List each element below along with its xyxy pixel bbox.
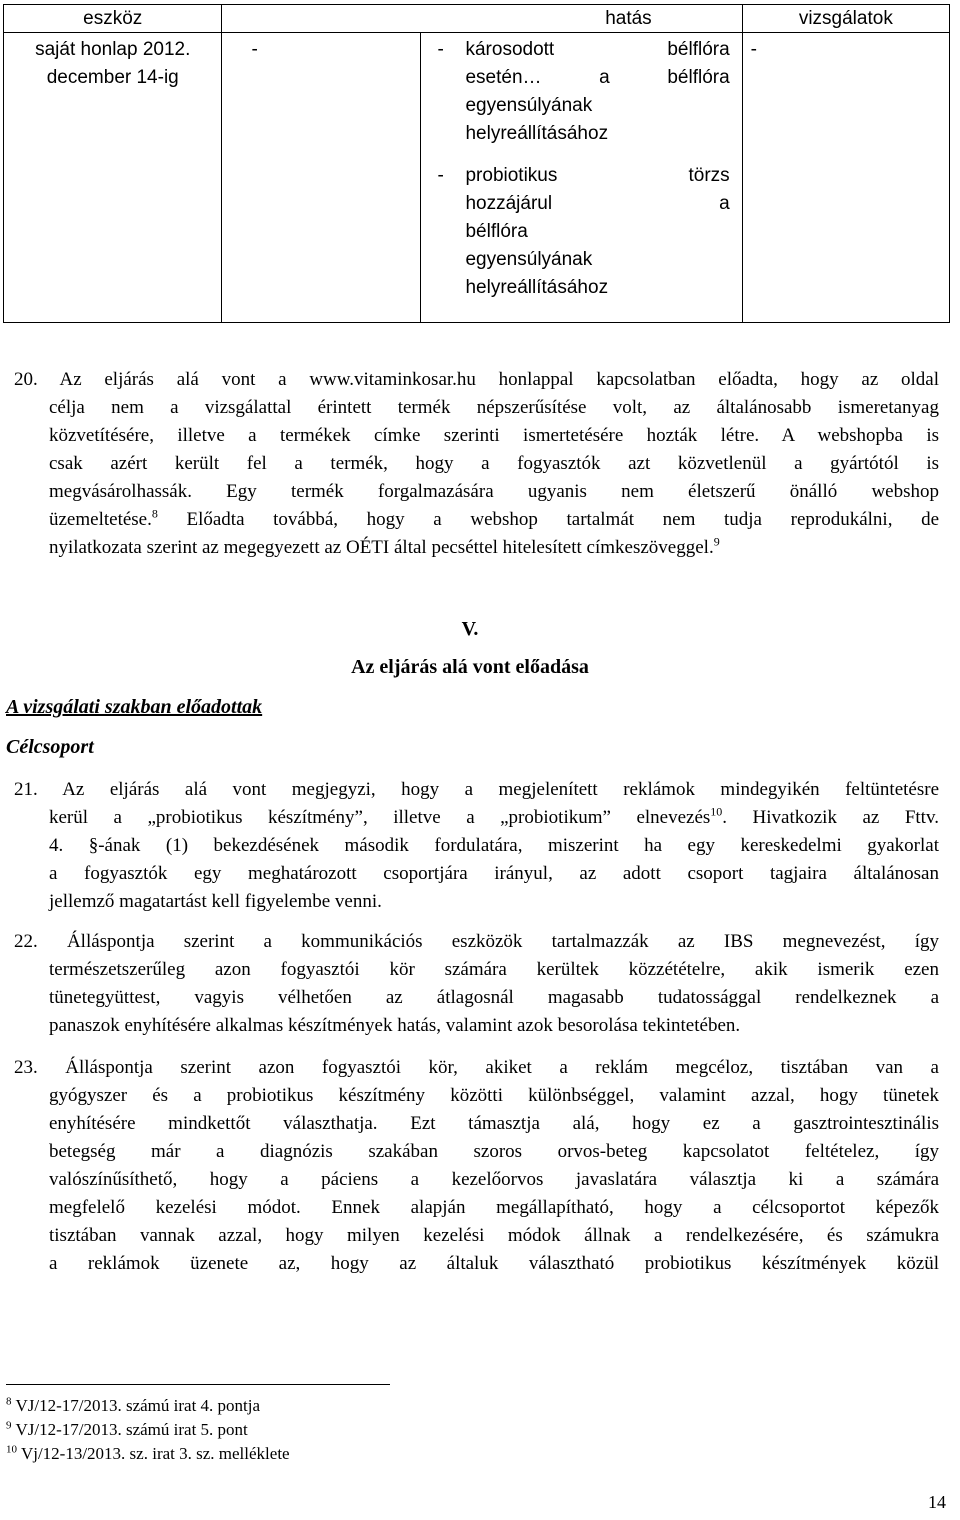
tool-line: december 14-ig	[46, 67, 179, 88]
paragraph-line: kerül a „probiotikus készítmény”, illetve a „probiotikum” elnevezés	[49, 807, 711, 828]
paragraph-line: megvásárolhassák. Egy termék forgalmazására ugyanis nem életszerű önálló webshop	[49, 481, 939, 502]
effect-line: probiotikus törzs	[465, 165, 730, 186]
effect-item	[437, 162, 729, 302]
paragraph-line: üzemeltetése.	[49, 509, 152, 530]
footnote-text: VJ/12-17/2013. számú irat 4. pontja	[15, 1396, 261, 1415]
footnote-ref: 9	[713, 534, 720, 549]
table-header-row	[4, 5, 950, 33]
paragraph-line: . Hivatkozik az Fttv.	[722, 807, 939, 828]
footnote-number: 9	[6, 1419, 12, 1432]
effect-line: helyreállításához	[465, 123, 609, 144]
paragraph-line: jellemző magatartást kell figyelembe venni.	[49, 891, 382, 912]
page-number: 14	[928, 1492, 946, 1512]
paragraph-line: nyilatkozata szerint az megegyezett az OÉTI által pecséttel hitelesített címkeszöveggel.	[49, 537, 714, 558]
footnote-text: Vj/12-13/2013. sz. irat 3. sz. melléklete	[20, 1444, 290, 1463]
tests-text: -	[750, 39, 757, 60]
footnote	[6, 1420, 248, 1440]
paragraph-line: Álláspontja szerint azon fogyasztói kör, akiket a reklám megcéloz, tisztában van a	[65, 1057, 939, 1078]
paragraph-line: gyógyszer és a probiotikus készítmény közötti különbséggel, valamint azzal, hogy tünetek	[49, 1085, 939, 1106]
paragraph-23	[14, 1054, 939, 1278]
paragraph-line: csak azért került fel a termék, hogy a fogyasztók azt közvetlenül a gyártótól is	[49, 453, 939, 474]
effect-line: hozzájárul a	[465, 193, 730, 214]
effects-table	[3, 4, 950, 323]
effect-line: bélflóra	[465, 221, 528, 242]
subsection-heading: A vizsgálati szakban előadottak	[6, 696, 263, 718]
paragraph-line: megfelelő kezelési módot. Ennek alapján megállapítható, hogy a célcsoportot képezők	[49, 1197, 939, 1218]
footnote-number: 10	[6, 1443, 17, 1456]
paragraph-line: tünetegyüttest, vagyis vélhetően az átlagosnál magasabb tudatossággal rendelkeznek a	[49, 987, 939, 1008]
paragraph-number: 21.	[14, 779, 38, 800]
footnote	[6, 1444, 290, 1464]
paragraph-line: Álláspontja szerint a kommunikációs eszközök tartalmazzák az IBS megnevezést, így	[66, 931, 939, 952]
footnote-text: VJ/12-17/2013. számú irat 5. pont	[15, 1420, 248, 1439]
footnote-ref: 8	[151, 506, 158, 521]
cell-tool	[4, 33, 222, 323]
paragraph-20	[14, 366, 939, 562]
paragraph-line: természetszerűleg azon fogyasztói kör számára kerültek közzétételre, akik ismerik ezen	[49, 959, 939, 980]
paragraph-line: enyhítésére mindkettőt választhatja. Ezt támasztja alá, hogy ez a gasztrointesztinális	[49, 1113, 939, 1134]
paragraph-line: tisztában vannak azzal, hogy milyen kezelési módok állnak a rendelkezésére, és számukra	[49, 1225, 939, 1246]
effect-line: egyensúlyának	[465, 249, 593, 270]
cell-effect	[421, 33, 742, 323]
paragraph-line: célja nem a vizsgálattal érintett termék népszerűsítése volt, az általánosabb ismeretanyag	[49, 397, 939, 418]
paragraph-line: Az eljárás alá vont megjegyzi, hogy a megjelenített reklámok mindegyikén feltüntetésre	[62, 779, 939, 800]
paragraph-number: 23.	[14, 1057, 38, 1078]
effect-line: egyensúlyának	[465, 95, 593, 116]
paragraph-line: a reklámok üzenete az, hogy az általuk választható probiotikus készítmények közül	[49, 1253, 939, 1274]
footnote-ref: 10	[710, 804, 723, 819]
paragraph-line: Az eljárás alá vont a www.vitaminkosar.hu honlappal kapcsolatban előadta, hogy az oldal	[59, 369, 940, 390]
paragraph-line: valószínűsíthető, hogy a páciens a kezelőorvos javaslatára választja ki a számára	[49, 1169, 939, 1190]
effect-line: károsodott bélflóra	[465, 39, 730, 60]
table-row	[4, 33, 950, 323]
section-roman-numeral	[0, 618, 960, 641]
paragraph-line: a fogyasztók egy meghatározott csoportjára irányul, az adott csoport tagjaira általánosan	[49, 863, 939, 884]
subsection-heading-target-group: Célcsoport	[6, 736, 94, 758]
paragraph-line: közvetítésére, illetve a termékek címke szerinti ismertetésére hozták létre. A webshopba is	[49, 425, 939, 446]
section-roman-text: V.	[461, 618, 479, 640]
paragraph-line: panaszok enyhítésére alkalmas készítmények hatás, valamint azok besorolása tekintetében.	[49, 1015, 741, 1036]
paragraph-number: 22.	[14, 931, 38, 952]
effect-dash: -	[437, 165, 444, 186]
footnote	[6, 1396, 260, 1416]
dash-text: -	[251, 39, 258, 60]
paragraph-line: Előadta továbbá, hogy a webshop tartalmát nem tudja reprodukálni, de	[186, 509, 939, 530]
footnote-number: 8	[6, 1395, 12, 1408]
header-tool: eszköz	[4, 5, 222, 33]
cell-tests	[742, 33, 949, 323]
paragraph-22	[14, 928, 939, 1040]
paragraph-line: 4. §-ának (1) bekezdésének második fordulatára, miszerint ha egy kereskedelmi gyakorlat	[49, 835, 939, 856]
paragraph-line: betegség már a diagnózis szakában szoros orvos-beteg kapcsolatot feltételez, így	[49, 1141, 939, 1162]
header-spacer	[222, 5, 421, 33]
footnote-divider	[6, 1384, 390, 1385]
paragraph-number: 20.	[14, 369, 38, 390]
tool-line: saját honlap 2012.	[35, 39, 191, 60]
header-effect: hatás	[421, 5, 742, 33]
effect-item	[437, 36, 729, 148]
effect-dash: -	[437, 39, 444, 60]
paragraph-21	[14, 776, 939, 916]
effect-line: esetén… a bélflóra	[465, 67, 730, 88]
effect-line: helyreállításához	[465, 277, 609, 298]
effects-table-wrapper	[3, 4, 950, 323]
section-title: Az eljárás alá vont előadása	[351, 656, 589, 678]
header-tests: vizsgálatok	[742, 5, 949, 33]
cell-dash	[222, 33, 421, 323]
